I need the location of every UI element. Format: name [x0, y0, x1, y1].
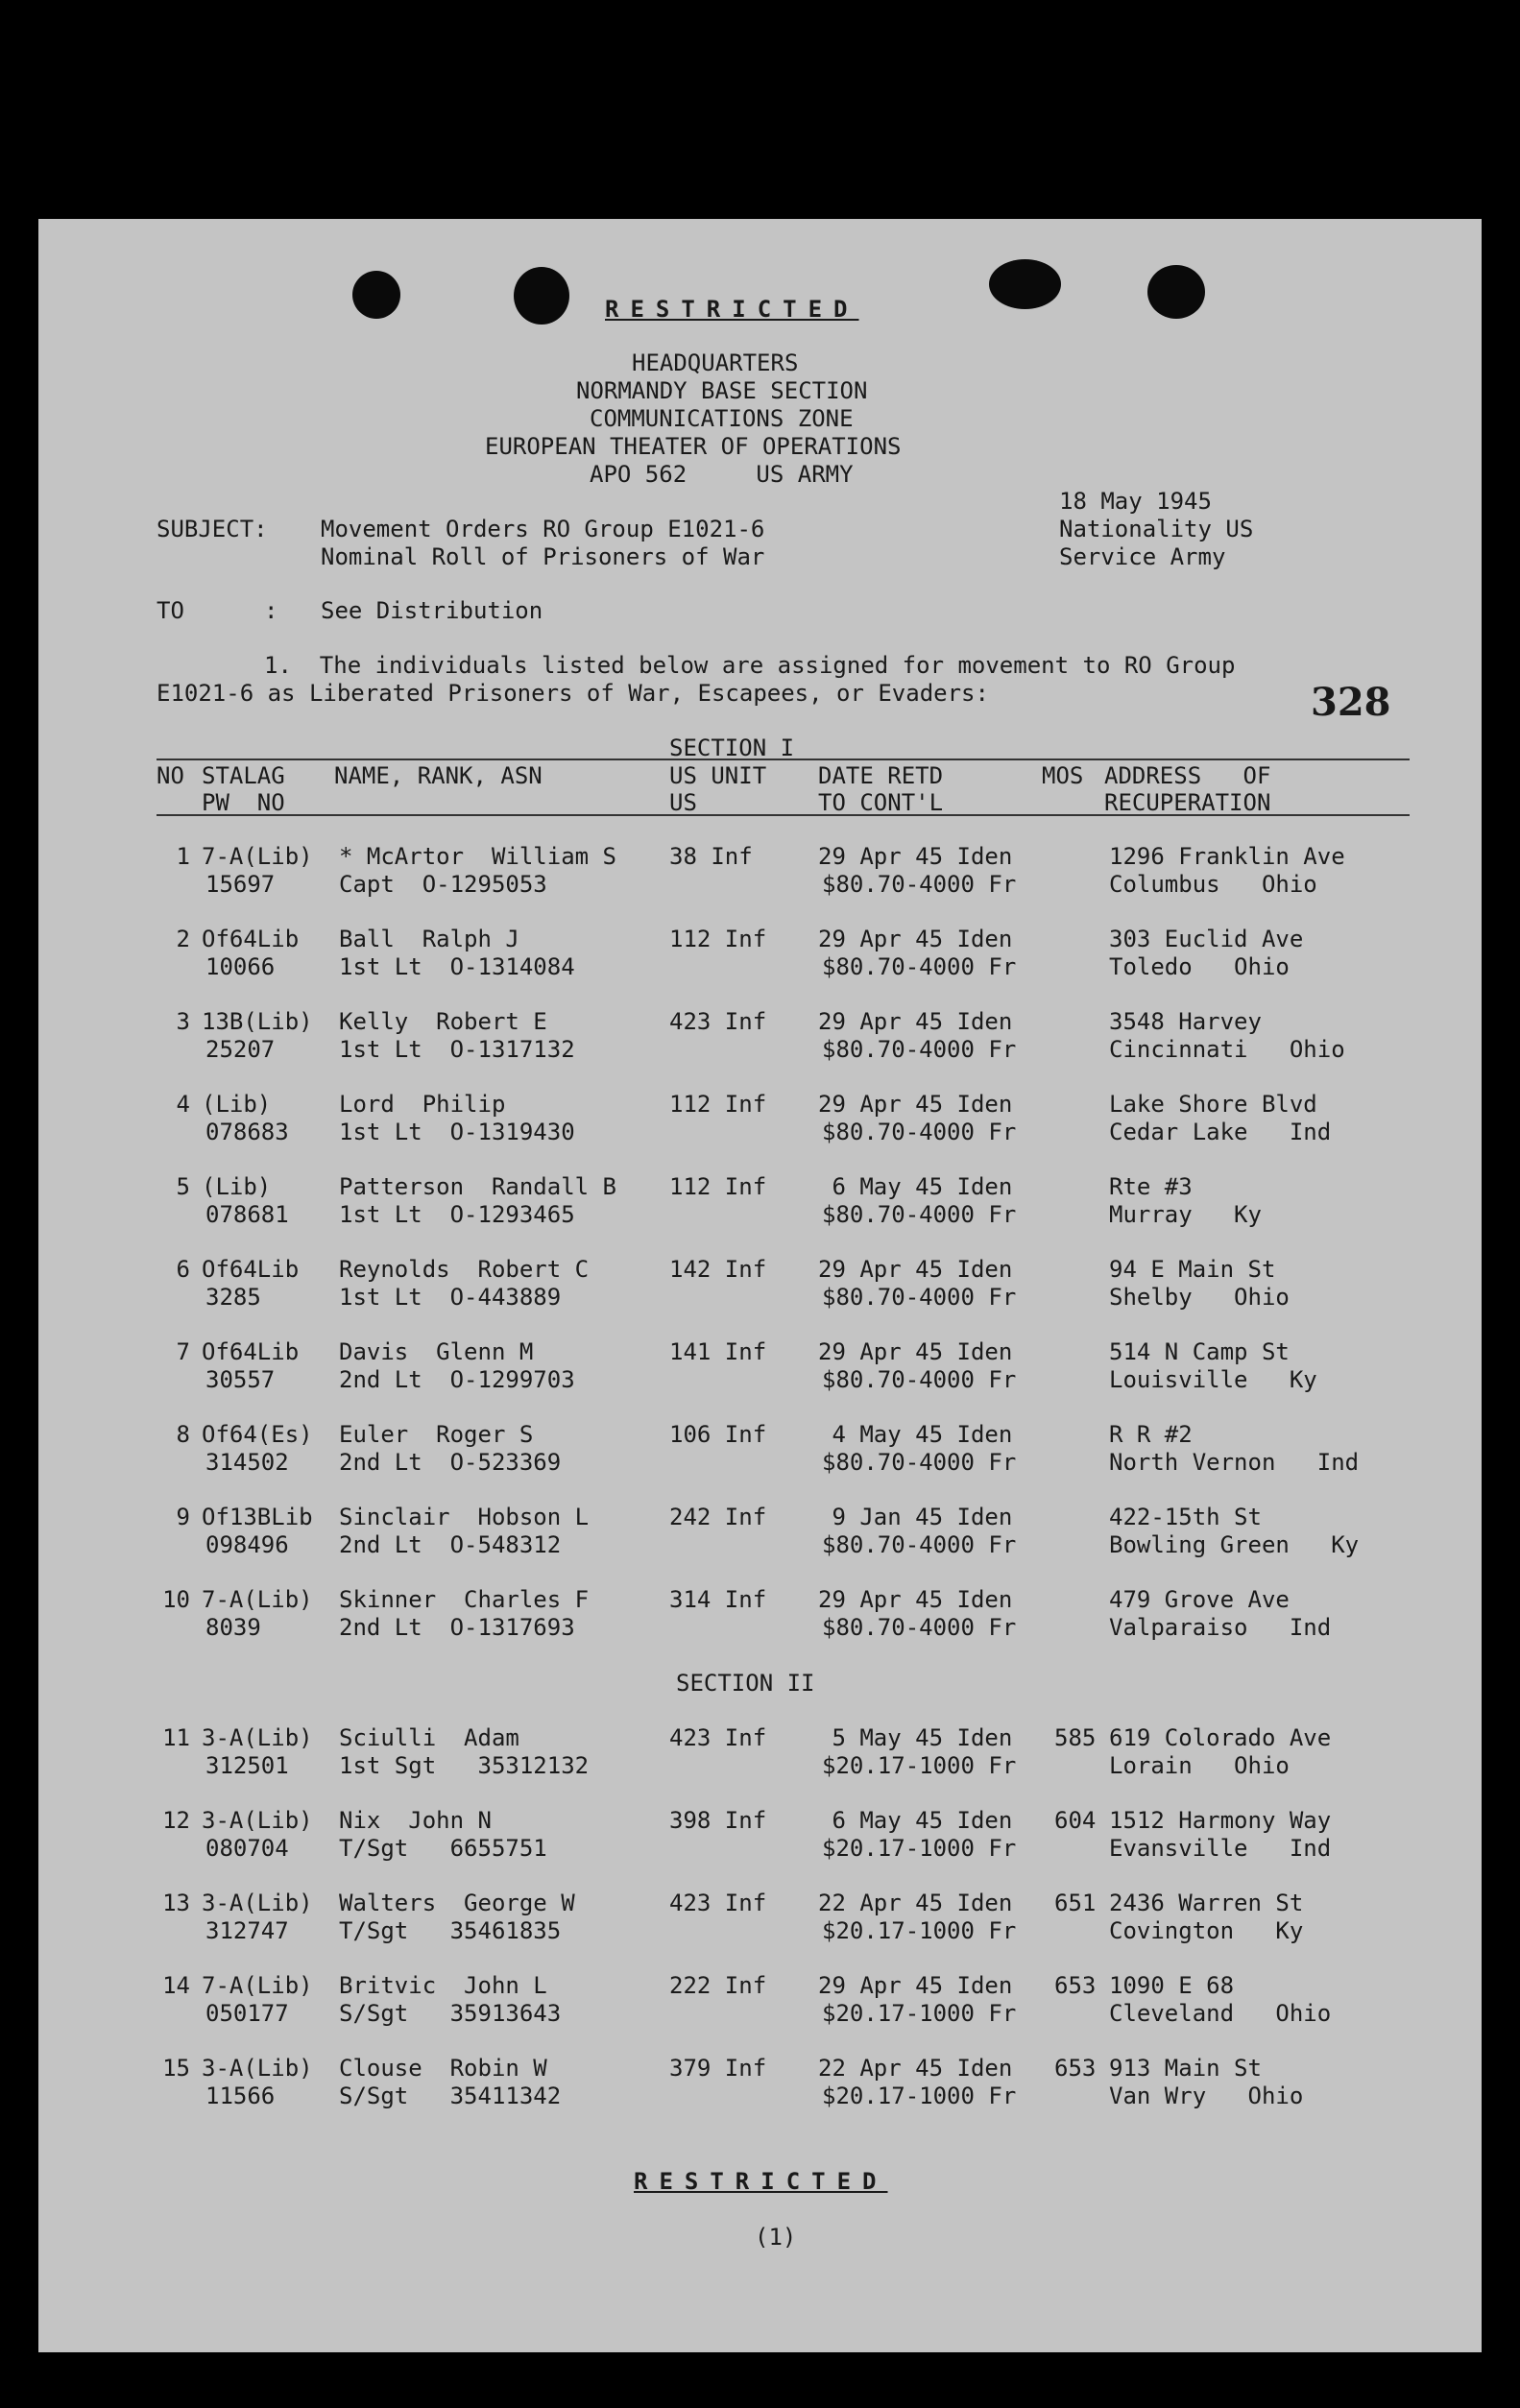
col-unit-2: US	[669, 789, 697, 816]
pay: $80.70-4000 Fr	[822, 1366, 1017, 1393]
mos: 651	[1054, 1890, 1097, 1916]
pay: $20.17-1000 Fr	[822, 2083, 1017, 2109]
rank-asn: T/Sgt 35461835	[339, 1917, 562, 1944]
address-line: 619 Colorado Ave	[1109, 1724, 1332, 1751]
pw-number: 314502	[205, 1449, 289, 1476]
address-city: Louisville Ky	[1109, 1366, 1317, 1393]
pay: $20.17-1000 Fr	[822, 1917, 1017, 1944]
name: * McArtor William S	[339, 843, 616, 870]
rank-asn: 2nd Lt O-523369	[339, 1449, 562, 1476]
pay: $20.17-1000 Fr	[822, 2000, 1017, 2027]
date-returned: 6 May 45 Iden	[818, 1173, 1013, 1200]
pw-number: 30557	[205, 1366, 276, 1393]
page-number: (1)	[755, 2224, 797, 2251]
address-line: Rte #3	[1109, 1173, 1193, 1200]
name: Davis Glenn M	[339, 1338, 534, 1365]
address-line: 94 E Main St	[1109, 1256, 1276, 1283]
name: Kelly Robert E	[339, 1008, 547, 1035]
punch-hole	[514, 267, 569, 325]
col-name: NAME, RANK, ASN	[334, 762, 543, 789]
col-address-2: RECUPERATION	[1104, 789, 1271, 816]
nationality: Nationality US	[1059, 516, 1254, 542]
mos: 653	[1054, 2055, 1097, 2082]
date-returned: 29 Apr 45 Iden	[818, 1972, 1013, 1999]
date-returned: 29 Apr 45 Iden	[818, 1008, 1013, 1035]
pay: $80.70-4000 Fr	[822, 1614, 1017, 1641]
service: Service Army	[1059, 543, 1226, 570]
hq-line: HEADQUARTERS	[632, 349, 799, 376]
address-line: Lake Shore Blvd	[1109, 1091, 1317, 1118]
hq-line: COMMUNICATIONS ZONE	[590, 405, 854, 432]
row-number: 5	[176, 1173, 190, 1200]
hq-line: EUROPEAN THEATER OF OPERATIONS	[485, 433, 902, 460]
date-returned: 4 May 45 Iden	[818, 1421, 1013, 1448]
date-returned: 29 Apr 45 Iden	[818, 1091, 1013, 1118]
pw-number: 3285	[205, 1284, 261, 1311]
stalag: Of64Lib	[202, 1256, 300, 1283]
unit: 142 Inf	[669, 1256, 767, 1283]
date-returned: 6 May 45 Iden	[818, 1807, 1013, 1834]
unit: 112 Inf	[669, 926, 767, 952]
address-line: R R #2	[1109, 1421, 1193, 1448]
row-number: 14	[162, 1972, 190, 1999]
hq-line: APO 562 US ARMY	[590, 461, 854, 488]
address-city: Cincinnati Ohio	[1109, 1036, 1345, 1063]
name: Skinner Charles F	[339, 1586, 590, 1613]
row-number: 9	[176, 1504, 190, 1530]
pay: $80.70-4000 Fr	[822, 871, 1017, 898]
name: Sciulli Adam	[339, 1724, 519, 1751]
mos: 653	[1054, 1972, 1097, 1999]
unit: 112 Inf	[669, 1173, 767, 1200]
to-value: See Distribution	[321, 597, 543, 624]
address-city: North Vernon Ind	[1109, 1449, 1360, 1476]
pay: $80.70-4000 Fr	[822, 1201, 1017, 1228]
address-line: 1296 Franklin Ave	[1109, 843, 1345, 870]
rank-asn: 1st Lt O-1319430	[339, 1119, 575, 1145]
stamp-number: 328	[1311, 680, 1391, 725]
address-city: Cleveland Ohio	[1109, 2000, 1332, 2027]
address-line: 303 Euclid Ave	[1109, 926, 1304, 952]
address-city: Evansville Ind	[1109, 1835, 1332, 1862]
address-line: 1090 E 68	[1109, 1972, 1235, 1999]
unit: 423 Inf	[669, 1724, 767, 1751]
date-returned: 29 Apr 45 Iden	[818, 843, 1013, 870]
unit: 398 Inf	[669, 1807, 767, 1834]
name: Euler Roger S	[339, 1421, 534, 1448]
address-line: 422-15th St	[1109, 1504, 1262, 1530]
date-returned: 29 Apr 45 Iden	[818, 1338, 1013, 1365]
header-rule	[157, 759, 1410, 760]
rank-asn: 2nd Lt O-548312	[339, 1531, 562, 1558]
punch-hole	[352, 271, 400, 319]
rank-asn: 1st Lt O-443889	[339, 1284, 562, 1311]
pay: $20.17-1000 Fr	[822, 1752, 1017, 1779]
pw-number: 15697	[205, 871, 276, 898]
pw-number: 078683	[205, 1119, 289, 1145]
pay: $80.70-4000 Fr	[822, 1119, 1017, 1145]
rank-asn: S/Sgt 35913643	[339, 2000, 562, 2027]
punch-hole	[1147, 265, 1205, 319]
col-unit: US UNIT	[669, 762, 767, 789]
stalag: (Lib)	[202, 1091, 272, 1118]
subject-line: Movement Orders RO Group E1021-6	[321, 516, 765, 542]
stalag: Of64(Es)	[202, 1421, 313, 1448]
date-returned: 29 Apr 45 Iden	[818, 926, 1013, 952]
stalag: 3-A(Lib)	[202, 1807, 313, 1834]
row-number: 4	[176, 1091, 190, 1118]
rank-asn: Capt O-1295053	[339, 871, 547, 898]
pw-number: 10066	[205, 953, 276, 980]
pay: $80.70-4000 Fr	[822, 1531, 1017, 1558]
header-rule	[157, 814, 1410, 816]
col-date-2: TO CONT'L	[818, 789, 944, 816]
stalag: 7-A(Lib)	[202, 1586, 313, 1613]
pw-number: 080704	[205, 1835, 289, 1862]
unit: 106 Inf	[669, 1421, 767, 1448]
unit: 423 Inf	[669, 1890, 767, 1916]
row-number: 1	[176, 843, 190, 870]
row-number: 6	[176, 1256, 190, 1283]
pw-number: 050177	[205, 2000, 289, 2027]
stalag: 3-A(Lib)	[202, 2055, 313, 2082]
address-city: Columbus Ohio	[1109, 871, 1317, 898]
row-number: 15	[162, 2055, 190, 2082]
address-city: Lorain Ohio	[1109, 1752, 1290, 1779]
address-line: 3548 Harvey	[1109, 1008, 1262, 1035]
date-returned: 5 May 45 Iden	[818, 1724, 1013, 1751]
subject-line: Nominal Roll of Prisoners of War	[321, 543, 765, 570]
stalag: Of64Lib	[202, 1338, 300, 1365]
address-city: Covington Ky	[1109, 1917, 1304, 1944]
address-line: 479 Grove Ave	[1109, 1586, 1290, 1613]
stalag: 13B(Lib)	[202, 1008, 313, 1035]
rank-asn: 1st Lt O-1293465	[339, 1201, 575, 1228]
pw-number: 8039	[205, 1614, 261, 1641]
row-number: 12	[162, 1807, 190, 1834]
stalag: 7-A(Lib)	[202, 1972, 313, 1999]
pw-number: 25207	[205, 1036, 276, 1063]
row-number: 13	[162, 1890, 190, 1916]
unit: 423 Inf	[669, 1008, 767, 1035]
pw-number: 11566	[205, 2083, 276, 2109]
address-city: Bowling Green Ky	[1109, 1531, 1360, 1558]
classification-bottom: RESTRICTED	[634, 2168, 888, 2195]
classification-top: RESTRICTED	[605, 296, 859, 323]
date-returned: 29 Apr 45 Iden	[818, 1586, 1013, 1613]
pay: $20.17-1000 Fr	[822, 1835, 1017, 1862]
hq-line: NORMANDY BASE SECTION	[576, 377, 868, 404]
address-city: Murray Ky	[1109, 1201, 1262, 1228]
unit: 141 Inf	[669, 1338, 767, 1365]
col-mos: MOS	[1042, 762, 1084, 789]
name: Ball Ralph J	[339, 926, 519, 952]
address-city: Shelby Ohio	[1109, 1284, 1290, 1311]
name: Walters George W	[339, 1890, 575, 1916]
pay: $80.70-4000 Fr	[822, 953, 1017, 980]
stalag: Of64Lib	[202, 926, 300, 952]
punch-hole	[989, 259, 1061, 309]
pw-number: 312501	[205, 1752, 289, 1779]
pay: $80.70-4000 Fr	[822, 1036, 1017, 1063]
col-date: DATE RETD	[818, 762, 944, 789]
date-returned: 29 Apr 45 Iden	[818, 1256, 1013, 1283]
name: Clouse Robin W	[339, 2055, 547, 2082]
rank-asn: 2nd Lt O-1299703	[339, 1366, 575, 1393]
address-city: Valparaiso Ind	[1109, 1614, 1332, 1641]
rank-asn: 1st Sgt 35312132	[339, 1752, 590, 1779]
mos: 604	[1054, 1807, 1097, 1834]
date-returned: 22 Apr 45 Iden	[818, 2055, 1013, 2082]
name: Nix John N	[339, 1807, 492, 1834]
col-no: NO	[157, 762, 184, 789]
name: Patterson Randall B	[339, 1173, 616, 1200]
address-line: 1512 Harmony Way	[1109, 1807, 1332, 1834]
address-line: 2436 Warren St	[1109, 1890, 1304, 1916]
stalag: 3-A(Lib)	[202, 1724, 313, 1751]
date: 18 May 1945	[1059, 488, 1212, 515]
address-city: Cedar Lake Ind	[1109, 1119, 1332, 1145]
pay: $80.70-4000 Fr	[822, 1284, 1017, 1311]
col-pw-no: PW NO	[202, 789, 285, 816]
rank-asn: 1st Lt O-1317132	[339, 1036, 575, 1063]
row-number: 8	[176, 1421, 190, 1448]
unit: 242 Inf	[669, 1504, 767, 1530]
name: Lord Philip	[339, 1091, 506, 1118]
address-line: 913 Main St	[1109, 2055, 1262, 2082]
section-title: SECTION II	[676, 1670, 815, 1697]
date-returned: 22 Apr 45 Iden	[818, 1890, 1013, 1916]
name: Britvic John L	[339, 1972, 547, 1999]
rank-asn: S/Sgt 35411342	[339, 2083, 562, 2109]
row-number: 7	[176, 1338, 190, 1365]
to-colon: :	[264, 597, 278, 624]
address-city: Toledo Ohio	[1109, 953, 1290, 980]
col-address: ADDRESS OF	[1104, 762, 1271, 789]
paragraph-line: 1. The individuals listed below are assigned for movement to RO Group	[264, 652, 1236, 679]
pw-number: 312747	[205, 1917, 289, 1944]
unit: 222 Inf	[669, 1972, 767, 1999]
row-number: 3	[176, 1008, 190, 1035]
section-title: SECTION I	[669, 734, 795, 761]
pay: $80.70-4000 Fr	[822, 1449, 1017, 1476]
col-stalag: STALAG	[202, 762, 285, 789]
name: Reynolds Robert C	[339, 1256, 590, 1283]
pw-number: 098496	[205, 1531, 289, 1558]
stalag: 3-A(Lib)	[202, 1890, 313, 1916]
row-number: 10	[162, 1586, 190, 1613]
date-returned: 9 Jan 45 Iden	[818, 1504, 1013, 1530]
unit: 38 Inf	[669, 843, 753, 870]
address-city: Van Wry Ohio	[1109, 2083, 1304, 2109]
address-line: 514 N Camp St	[1109, 1338, 1290, 1365]
mos: 585	[1054, 1724, 1097, 1751]
rank-asn: 2nd Lt O-1317693	[339, 1614, 575, 1641]
name: Sinclair Hobson L	[339, 1504, 590, 1530]
rank-asn: T/Sgt 6655751	[339, 1835, 547, 1862]
to-label: TO	[157, 597, 184, 624]
paragraph-line: E1021-6 as Liberated Prisoners of War, Escapees, or Evaders:	[157, 680, 989, 707]
unit: 314 Inf	[669, 1586, 767, 1613]
stalag: Of13BLib	[202, 1504, 313, 1530]
pw-number: 078681	[205, 1201, 289, 1228]
row-number: 11	[162, 1724, 190, 1751]
unit: 379 Inf	[669, 2055, 767, 2082]
unit: 112 Inf	[669, 1091, 767, 1118]
rank-asn: 1st Lt O-1314084	[339, 953, 575, 980]
stalag: 7-A(Lib)	[202, 843, 313, 870]
row-number: 2	[176, 926, 190, 952]
subject-label: SUBJECT:	[157, 516, 268, 542]
stalag: (Lib)	[202, 1173, 272, 1200]
